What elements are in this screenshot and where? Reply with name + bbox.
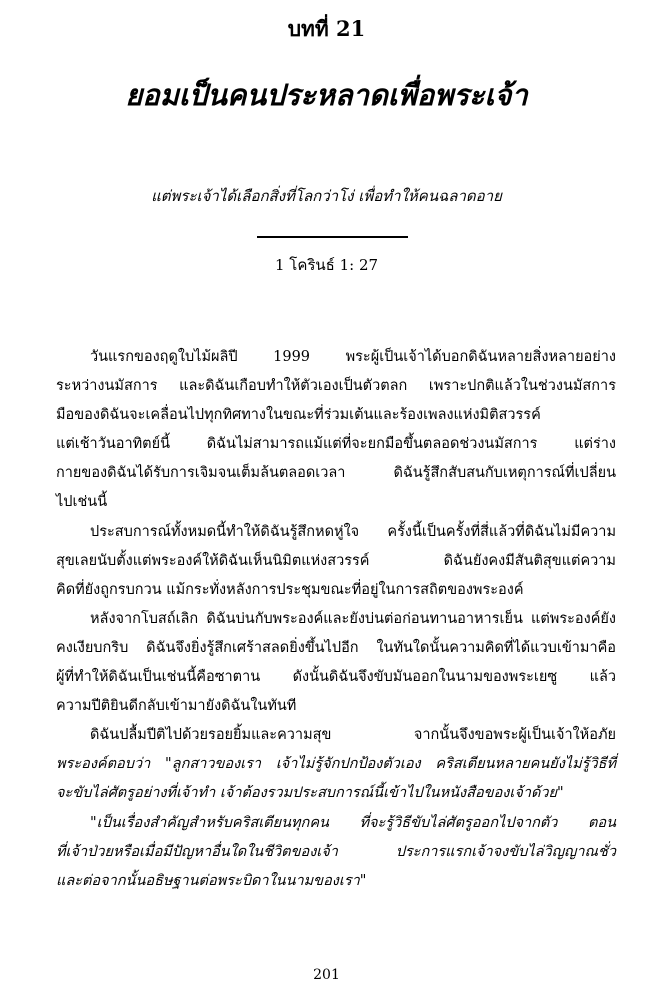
paragraph-line: มือของดิฉันจะเคลื่อนไปทุกทิศทางในขณะที่ร่วมเต้นและร้องเพลงแห่งมิติสวรรค์ (56, 407, 541, 424)
paragraph-line: คิดที่ยังถูกรบกวน แม้กระทั่งหลังการประชุมขณะที่อยู่ในการสถิตของพระองค์ (56, 581, 524, 598)
page-number: 201 (313, 967, 340, 983)
paragraph-line: ประสบการณ์ทั้งหมดนี้ทำให้ดิฉันรู้สึกหดหู่ใจ ครั้งนี้เป็นครั้งที่สี่แล้วที่ดิฉันไม่มีความ (90, 523, 616, 540)
paragraph-line: กายของดิฉันได้รับการเจิมจนเต็มล้นตลอดเวลา ดิฉันรู้สึกสับสนกับเหตุการณ์ที่เปลี่ยน (56, 465, 616, 482)
paragraph-line: แต่เช้าวันอาทิตย์นี้ ดิฉันไม่สามารถแม้แต่ที่จะยกมือขึ้นตลอดช่วงนมัสการ แต่ร่าง (56, 436, 616, 453)
scripture-reference: 1 โครินธ์ 1: 27 (274, 256, 379, 274)
paragraph-line: ดิฉันปลื้มปีติไปด้วยรอยยิ้มและความสุข จากนั้นจึงขอพระผู้เป็นเจ้าให้อภัย (90, 727, 616, 744)
paragraph-line: ความปีติยินดีกลับเข้ามายังดิฉันในทันที (56, 698, 297, 715)
body-text (56, 343, 616, 896)
paragraph-line: หลังจากโบสถ์เลิก ดิฉันบ่นกับพระองค์และยังบ่นต่อก่อนทานอาหารเย็น แต่พระองค์ยัง (90, 610, 616, 627)
paragraph-line: ไปเช่นนี้ (56, 494, 108, 511)
paragraph-line: ระหว่างนมัสการ และดิฉันเกือบทำให้ตัวเองเป็นตัวตลก เพราะปกติแล้วในช่วงนมัสการ (56, 378, 616, 395)
paragraph-line: จะขับไล่ศัตรูอย่างที่เจ้าทำ เจ้าต้องรวมประสบการณ์นี้เข้าไปในหนังสือของเจ้าด้วย" (56, 785, 564, 802)
paragraph-line: พระองค์ตอบว่า "ลูกสาวของเรา เจ้าไม่รู้จักปกป้องตัวเอง คริสเตียนหลายคนยังไม่รู้วิธีที่ (56, 756, 616, 773)
paragraph-line: สุขเลยนับตั้งแต่พระองค์ให้ดิฉันเห็นนิมิตแห่งสวรรค์ ดิฉันยังคงมีสันติสุขแต่ความ (56, 552, 616, 569)
paragraph-line: ที่เจ้าป่วยหรือเมื่อมีปัญหาอื่นใดในชีวิตของเจ้า ประการแรกเจ้าจงขับไล่วิญญาณชั่ว (56, 843, 616, 860)
epigraph-quote: แต่พระเจ้าได้เลือกสิ่งที่โลกว่าโง่ เพื่อทำให้คนฉลาดอาย (151, 187, 502, 205)
paragraph-line: "เป็นเรื่องสำคัญสำหรับคริสเตียนทุกคน ที่จะรู้วิธีขับไล่ศัตรูออกไปจากตัว ตอน (90, 814, 616, 831)
chapter-title: ยอมเป็นคนประหลาดเพื่อพระเจ้า (125, 78, 528, 112)
paragraph-line: ผู้ที่ทำให้ดิฉันเป็นเช่นนี้คือซาตาน ดังนั้นดิฉันจึงขับมันออกในนามของพระเยซู แล้ว (56, 669, 616, 686)
paragraph-line: คงเงียบกริบ ดิฉันจึงยิ่งรู้สึกเศร้าสลดยิ่งขึ้นไปอีก ในทันใดนั้นความคิดที่ได้แวบเข้ามาคือ (56, 639, 616, 656)
paragraph-line: วันแรกของฤดูใบไม้ผลิปี 1999 พระผู้เป็นเจ้าได้บอกดิฉันหลายสิ่งหลายอย่าง (90, 349, 616, 365)
paragraph-line: และต่อจากนั้นอธิษฐานต่อพระบิดาในนามของเรา" (56, 872, 367, 889)
divider-line (257, 236, 408, 238)
chapter-number: บทที่ 21 (287, 16, 366, 41)
